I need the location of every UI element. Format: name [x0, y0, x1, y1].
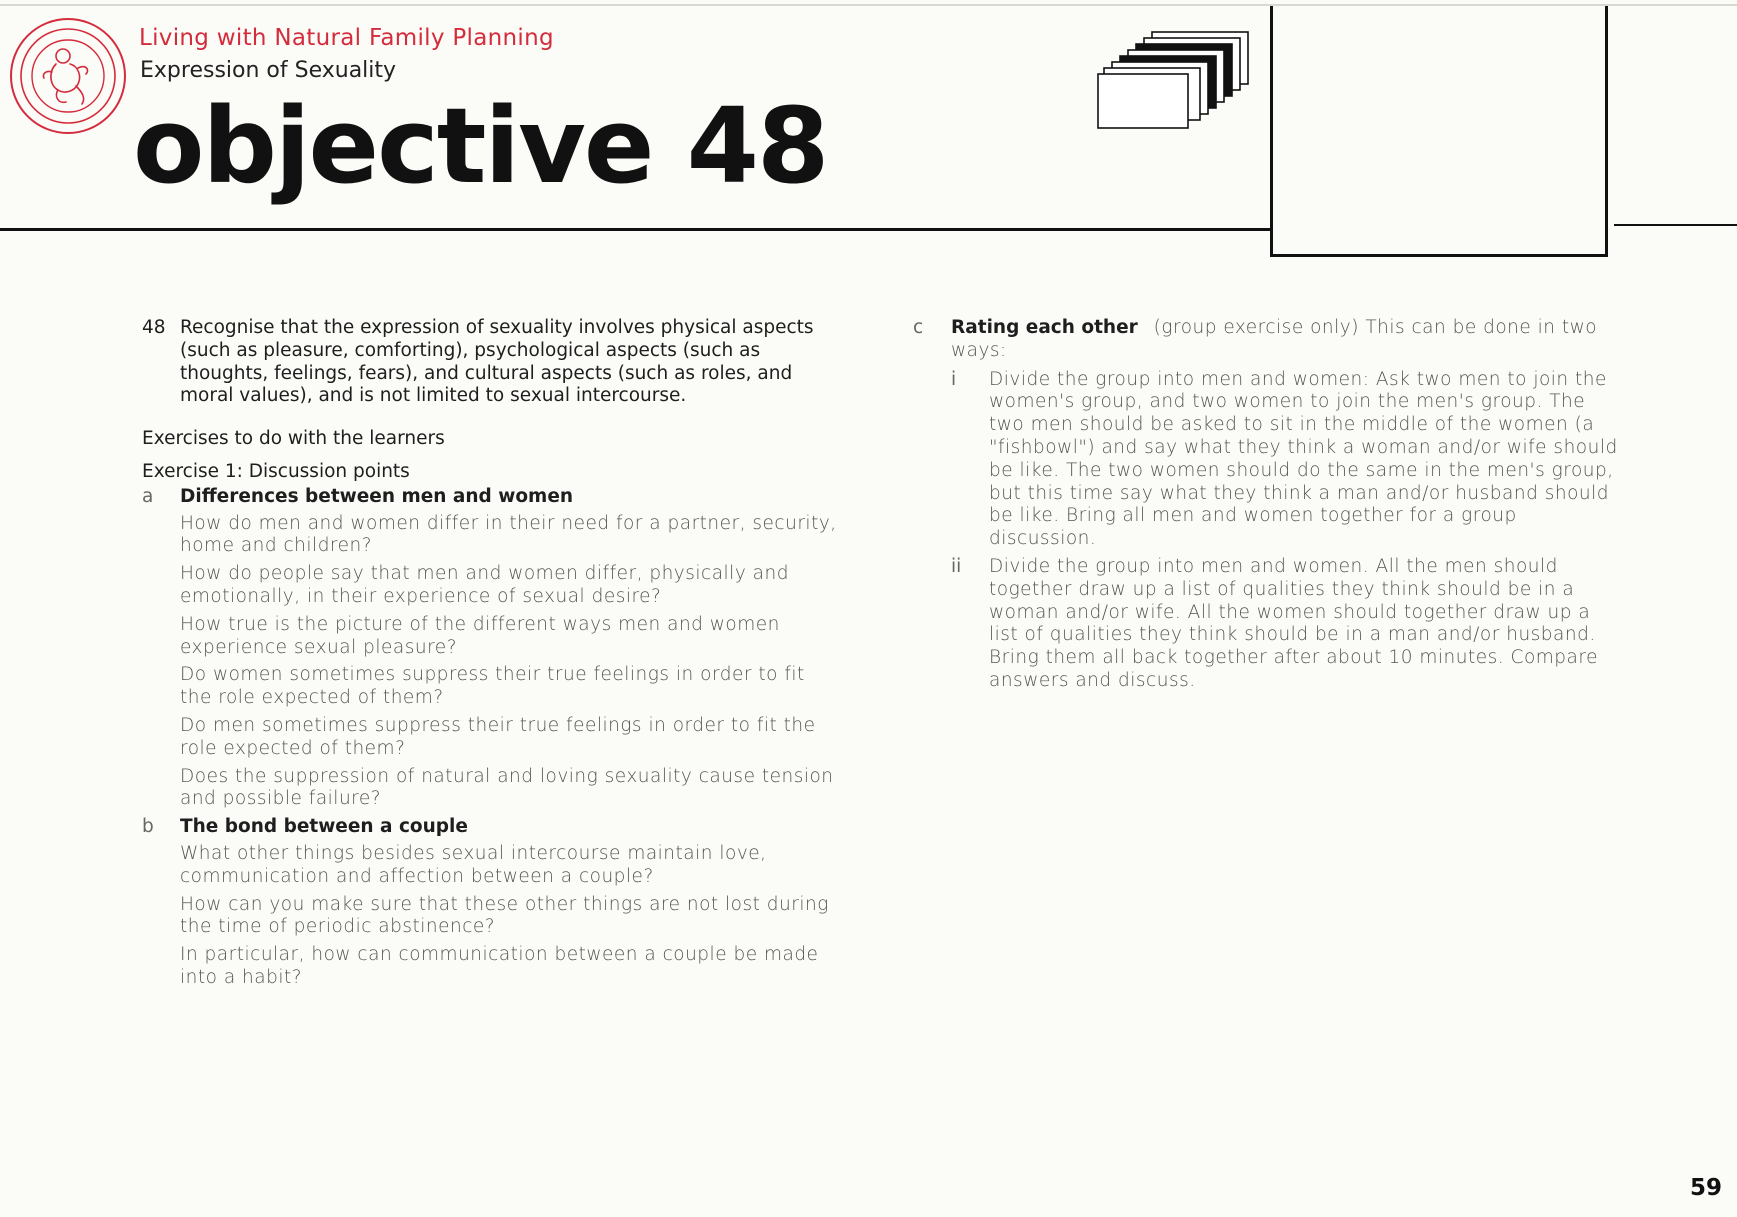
page-number: 59	[1690, 1175, 1723, 1201]
section-c-header	[951, 317, 1623, 363]
header-rule-right	[1614, 224, 1737, 226]
section-c-intro: (group exercise only) This can be done in two ways:	[951, 317, 1598, 361]
objective-number: 48	[142, 317, 166, 338]
list-item	[951, 556, 1623, 693]
item-ii-marker: ii	[951, 555, 962, 577]
list-item	[951, 369, 1623, 551]
section-c-title: Rating each other	[951, 317, 1138, 338]
left-column	[142, 317, 842, 995]
section-a-title: Differences between men and women	[180, 485, 574, 507]
image-placeholder-box	[1270, 6, 1608, 257]
item-ii-text: Divide the group into men and women. All the men should together draw up a list of qualities they think should be in a woman and/or wife. All the women should together draw up a list of qualities they think should be in a man and/or husband. Bring them all back together after about 10 minutes. Compare answers and discuss.	[989, 555, 1598, 691]
item-i-marker: i	[951, 368, 957, 390]
question-item: What other things besides sexual intercourse maintain love, communication and affection between a couple?	[180, 842, 767, 887]
section-b-marker: b	[142, 816, 154, 838]
page-title: objective 48	[133, 85, 828, 207]
right-column	[913, 317, 1623, 698]
item-i-text: Divide the group into men and women: Ask two men to join the women's group, and two women to join the men's group. The two men should be asked to sit in the middle of the women (a "fishbowl") and say what they think a woman and/or wife should be like. The two women should do the same in the men's group, but this time say what they think a man and/or husband should be like. Bring all men and women together for a group discussion.	[989, 368, 1618, 550]
series-title: Living with Natural Family Planning	[139, 25, 554, 51]
question-item: Do men sometimes suppress their true feelings in order to fit the role expected of them?	[180, 714, 816, 759]
objective-statement	[142, 317, 842, 408]
exercise-1-title: Exercise 1: Discussion points	[142, 460, 410, 482]
question-item: How do men and women differ in their need for a partner, security, home and children?	[180, 512, 837, 557]
stacked-cards-icon	[1096, 30, 1256, 132]
section-b	[142, 816, 842, 990]
exercises-heading: Exercises to do with the learners	[142, 428, 445, 450]
section-c	[913, 317, 1623, 693]
section-a-marker: a	[142, 485, 154, 507]
section-a	[142, 486, 842, 811]
question-item: In particular, how can communication between a couple be made into a habit?	[180, 944, 819, 988]
question-item: Do women sometimes suppress their true feelings in order to fit the role expected of them?	[180, 664, 805, 709]
question-item: How can you make sure that these other things are not lost during the time of periodic abstinence?	[180, 893, 829, 938]
section-title: Expression of Sexuality	[140, 58, 397, 83]
question-item: Does the suppression of natural and loving sexuality cause tension and possible failure?	[180, 765, 834, 810]
family-planning-logo-icon	[8, 16, 128, 136]
question-item: How true is the picture of the different ways men and women experience sexual pleasure?	[180, 613, 780, 658]
objective-text: Recognise that the expression of sexuality involves physical aspects (such as pleasure, comforting), psychological aspects (such as thoughts, feelings, fears), and cultural aspects (such as roles, and moral values), and is not limited to sexual intercourse.	[180, 317, 814, 407]
question-item: How do people say that men and women differ, physically and emotionally, in their experience of sexual desire?	[180, 563, 789, 607]
section-b-title: The bond between a couple	[180, 816, 468, 838]
section-c-marker: c	[913, 317, 924, 338]
header-rule	[0, 228, 1272, 231]
